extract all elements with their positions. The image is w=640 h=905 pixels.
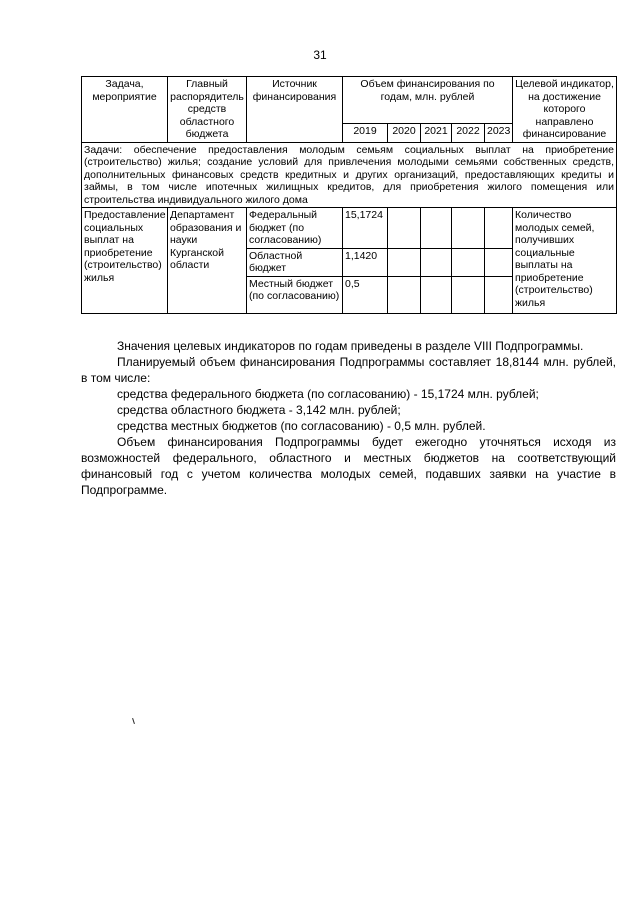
source-federal: Федеральный бюджет (по согласованию) (247, 208, 343, 249)
value-empty (452, 276, 485, 313)
value-empty (421, 276, 452, 313)
source-local: Местный бюджет (по согласованию) (247, 276, 343, 313)
year-header: 2019 (343, 123, 388, 142)
list-item-regional: средства областного бюджета - 3,142 млн. рублей; (117, 403, 401, 417)
value-empty (485, 276, 513, 313)
source-regional: Областной бюджет (247, 248, 343, 276)
paragraph-indicators: Значения целевых индикаторов по годам приведены в разделе VIII Подпрограммы. (117, 339, 584, 353)
value-empty (388, 276, 421, 313)
value-empty (452, 208, 485, 249)
page-number: 31 (313, 48, 327, 62)
header-source: Источник финансирования (247, 77, 343, 143)
stray-ink-mark (132, 718, 135, 724)
value-local-2019: 0,5 (343, 276, 388, 313)
paragraph-financing-total: Планируемый объем финансирования Подпрограммы составляет 18,8144 млн. рублей, в том числе: (81, 355, 616, 385)
value-empty (388, 208, 421, 249)
indicator-cell: Количество молодых семей, получивших социальные выплаты на приобретение (строительство) жилья (513, 208, 617, 314)
value-empty (388, 248, 421, 276)
value-empty (485, 248, 513, 276)
year-header: 2022 (452, 123, 485, 142)
year-header: 2023 (485, 123, 513, 142)
value-empty (452, 248, 485, 276)
year-header: 2020 (388, 123, 421, 142)
list-item-local: средства местных бюджетов (по согласованию) - 0,5 млн. рублей. (117, 419, 486, 433)
header-manager: Главный распорядитель средств областного бюджета (168, 77, 247, 143)
header-task: Задача, мероприятие (82, 77, 168, 143)
paragraph-financing-note: Объем финансирования Подпрограммы будет ежегодно уточняться исходя из возможностей федерального, областного и местных бюджетов на соответствующий финансовый год с учетом количества молодых семей, подавших заявки на участие в Подпрограмме. (81, 435, 616, 497)
value-federal-2019: 15,1724 (343, 208, 388, 249)
header-volume: Объем финансирования по годам, млн. рублей (343, 77, 513, 124)
list-item-federal: средства федерального бюджета (по согласованию) - 15,1724 млн. рублей; (117, 387, 539, 401)
value-empty (485, 208, 513, 249)
header-indicator: Целевой индикатор, на достижение которого направлено финансирование (513, 77, 617, 143)
value-empty (421, 208, 452, 249)
year-header: 2021 (421, 123, 452, 142)
financing-table (81, 76, 617, 314)
manager-cell: Департамент образования и науки Курганской области (168, 208, 247, 314)
tasks-row: Задачи: обеспечение предоставления молодым семьям социальных выплат на приобретение (строительство) жилья; создание условий для привлечения молодыми семьями собственных средств, дополнительных финансовых средств кредитных и других организаций, предоставляющих кредиты и займы, в том числе ипотечных жилищных кредитов, для приобретения жилого помещения или строительства индивидуального жилого дома (82, 142, 617, 208)
measure-cell: Предоставление социальных выплат на приобретение (строительство) жилья (82, 208, 168, 314)
value-empty (421, 248, 452, 276)
body-text (81, 338, 616, 498)
value-regional-2019: 1,1420 (343, 248, 388, 276)
